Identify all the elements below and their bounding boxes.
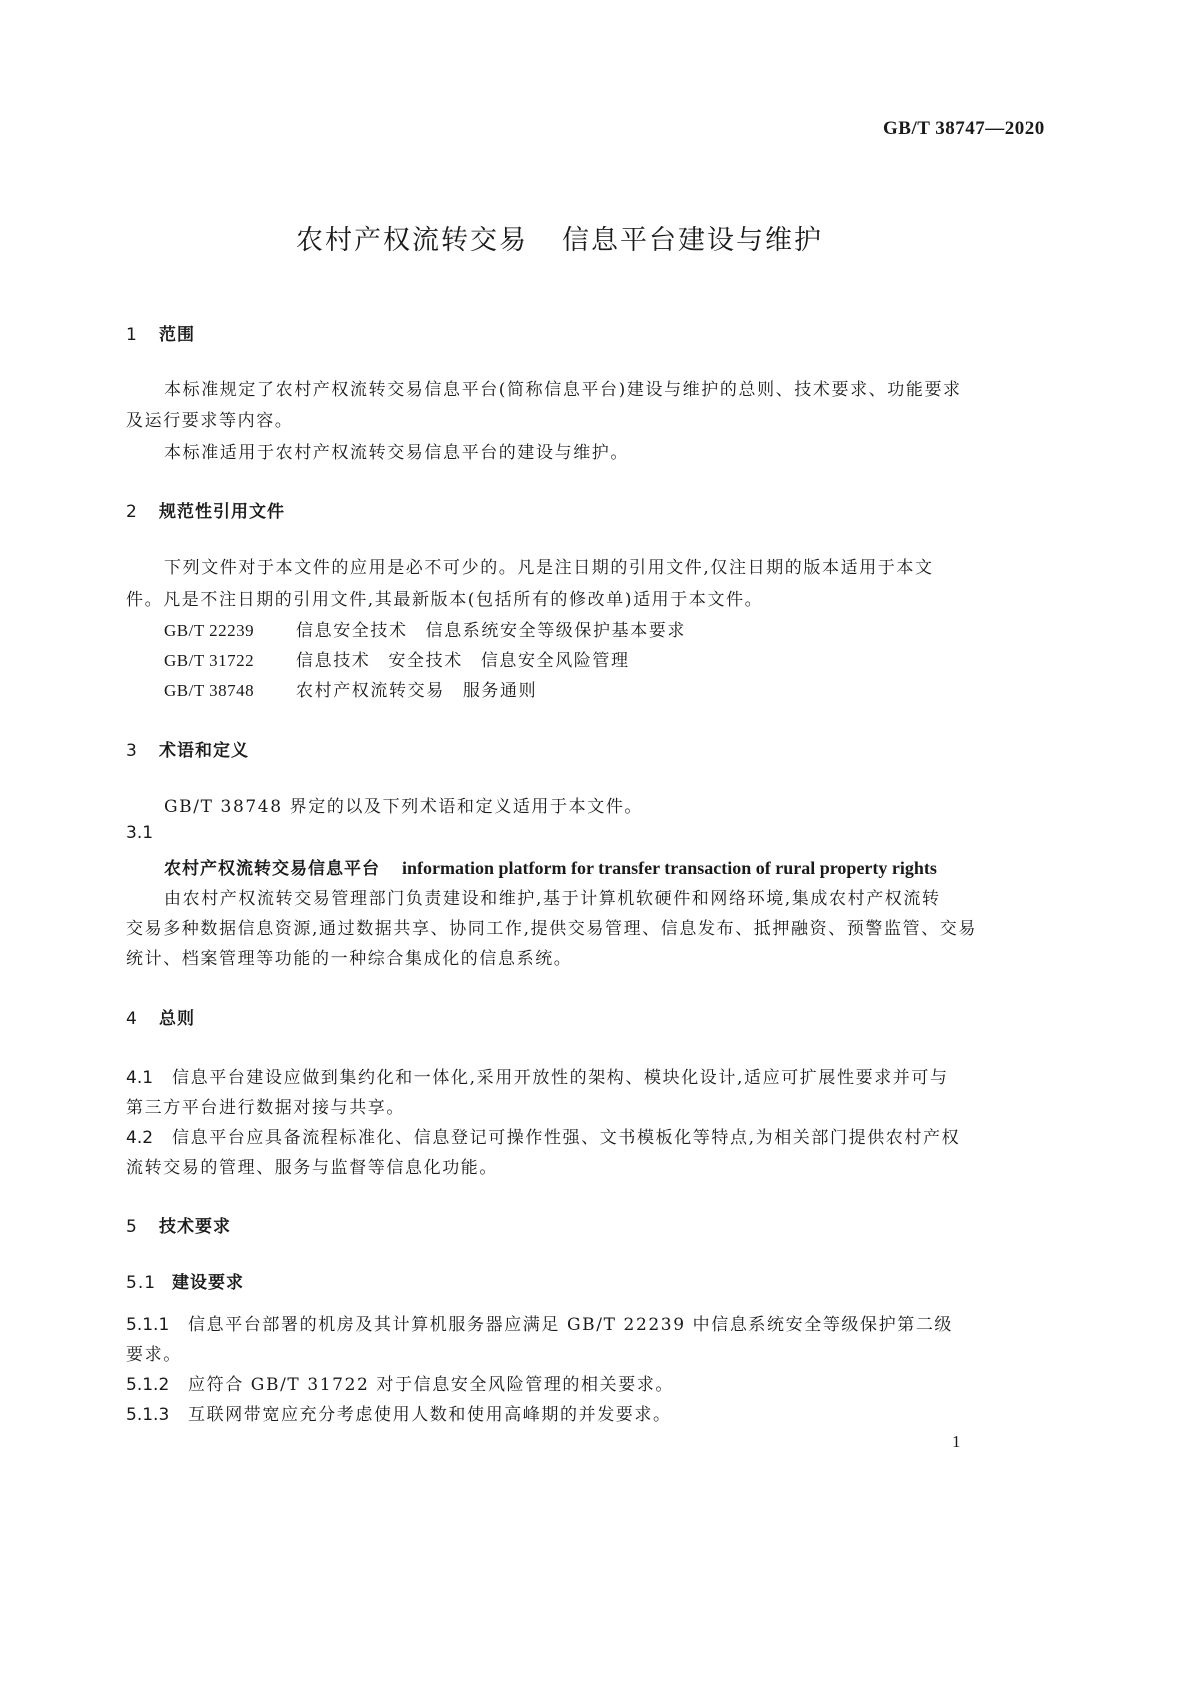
reference-item bbox=[164, 646, 630, 671]
page-number: 1 bbox=[952, 1432, 961, 1451]
subsection-title: 建设要求 bbox=[172, 1273, 244, 1293]
section-2-heading bbox=[126, 497, 285, 522]
section-number: 3 bbox=[126, 741, 138, 761]
clause bbox=[126, 1063, 949, 1088]
clause bbox=[126, 1370, 674, 1395]
clause bbox=[126, 1400, 672, 1425]
section-number: 5 bbox=[126, 1217, 138, 1237]
reference-title-part: 信息安全风险管理 bbox=[480, 651, 630, 671]
term-english: information platform for transfer transaction of rural property rights bbox=[402, 858, 937, 878]
reference-title-part: 信息技术 bbox=[296, 651, 371, 671]
clause-text: 应符合 GB/T 31722 对于信息安全风险管理的相关要求。 bbox=[188, 1375, 675, 1395]
term-entry bbox=[164, 854, 937, 879]
clause-continuation: 流转交易的管理、服务与监督等信息化功能。 bbox=[126, 1158, 498, 1178]
reference-title-part: 信息系统安全等级保护基本要求 bbox=[425, 621, 687, 641]
section-1-heading bbox=[126, 320, 195, 345]
section-title: 术语和定义 bbox=[159, 741, 249, 761]
paragraph: 本标准规定了农村产权流转交易信息平台(简称信息平台)建设与维护的总则、技术要求、功能要求 bbox=[164, 380, 962, 400]
reference-item bbox=[164, 676, 537, 701]
term-chinese: 农村产权流转交易信息平台 bbox=[164, 859, 380, 879]
clause-continuation: 第三方平台进行数据对接与共享。 bbox=[126, 1098, 405, 1118]
clause-text: 互联网带宽应充分考虑使用人数和使用高峰期的并发要求。 bbox=[188, 1405, 672, 1425]
paragraph: 下列文件对于本文件的应用是必不可少的。凡是注日期的引用文件,仅注日期的版本适用于本文 bbox=[164, 558, 934, 578]
reference-title-part: 安全技术 bbox=[388, 651, 463, 671]
definition: 由农村产权流转交易管理部门负责建设和维护,基于计算机软硬件和网络环境,集成农村产权流转 bbox=[164, 889, 941, 909]
section-number: 2 bbox=[126, 502, 138, 522]
paragraph: GB/T 38748 界定的以及下列术语和定义适用于本文件。 bbox=[164, 797, 644, 817]
section-title: 范围 bbox=[159, 325, 195, 345]
section-4-heading bbox=[126, 1004, 195, 1029]
section-title: 总则 bbox=[159, 1009, 195, 1029]
subsection-5-1-heading bbox=[126, 1268, 244, 1293]
clause-number: 4.1 bbox=[126, 1068, 154, 1088]
clause-text: 信息平台应具备流程标准化、信息登记可操作性强、文书模板化等特点,为相关部门提供农村产权 bbox=[172, 1128, 961, 1148]
section-number: 1 bbox=[126, 325, 138, 345]
title-part-2: 信息平台建设与维护 bbox=[562, 225, 823, 256]
subsection-number: 5.1 bbox=[126, 1273, 157, 1293]
section-5-heading bbox=[126, 1212, 231, 1237]
clause-number: 5.1.3 bbox=[126, 1405, 170, 1425]
reference-code: GB/T 22239 bbox=[164, 621, 255, 640]
term-number: 3.1 bbox=[126, 823, 154, 843]
definition: 交易多种数据信息资源,通过数据共享、协同工作,提供交易管理、信息发布、抵押融资、预警监管、交易 bbox=[126, 919, 978, 939]
clause-text: 信息平台建设应做到集约化和一体化,采用开放性的架构、模块化设计,适应可扩展性要求并可与 bbox=[172, 1068, 949, 1088]
section-title: 技术要求 bbox=[159, 1217, 231, 1237]
clause bbox=[126, 1123, 960, 1148]
reference-title-part: 农村产权流转交易 bbox=[296, 681, 445, 701]
definition: 统计、档案管理等功能的一种综合集成化的信息系统。 bbox=[126, 949, 573, 969]
section-title: 规范性引用文件 bbox=[159, 502, 285, 522]
clause-continuation: 要求。 bbox=[126, 1345, 182, 1365]
clause-number: 5.1.2 bbox=[126, 1375, 170, 1395]
standard-number: GB/T 38747—2020 bbox=[883, 118, 1045, 139]
clause bbox=[126, 1310, 953, 1335]
clause-number: 4.2 bbox=[126, 1128, 154, 1148]
clause-text: 信息平台部署的机房及其计算机服务器应满足 GB/T 22239 中信息系统安全等级保护第二级 bbox=[188, 1315, 954, 1335]
reference-item bbox=[164, 616, 686, 641]
page-title bbox=[296, 218, 823, 257]
clause-number: 5.1.1 bbox=[126, 1315, 170, 1335]
reference-code: GB/T 38748 bbox=[164, 681, 255, 700]
reference-title-part: 信息安全技术 bbox=[296, 621, 408, 641]
section-number: 4 bbox=[126, 1009, 138, 1029]
title-part-1: 农村产权流转交易 bbox=[296, 225, 528, 256]
paragraph: 本标准适用于农村产权流转交易信息平台的建设与维护。 bbox=[164, 443, 629, 463]
paragraph: 及运行要求等内容。 bbox=[126, 411, 294, 431]
paragraph: 件。凡是不注日期的引用文件,其最新版本(包括所有的修改单)适用于本文件。 bbox=[126, 590, 764, 610]
section-3-heading bbox=[126, 736, 249, 761]
reference-code: GB/T 31722 bbox=[164, 651, 255, 670]
reference-title-part: 服务通则 bbox=[462, 681, 538, 701]
